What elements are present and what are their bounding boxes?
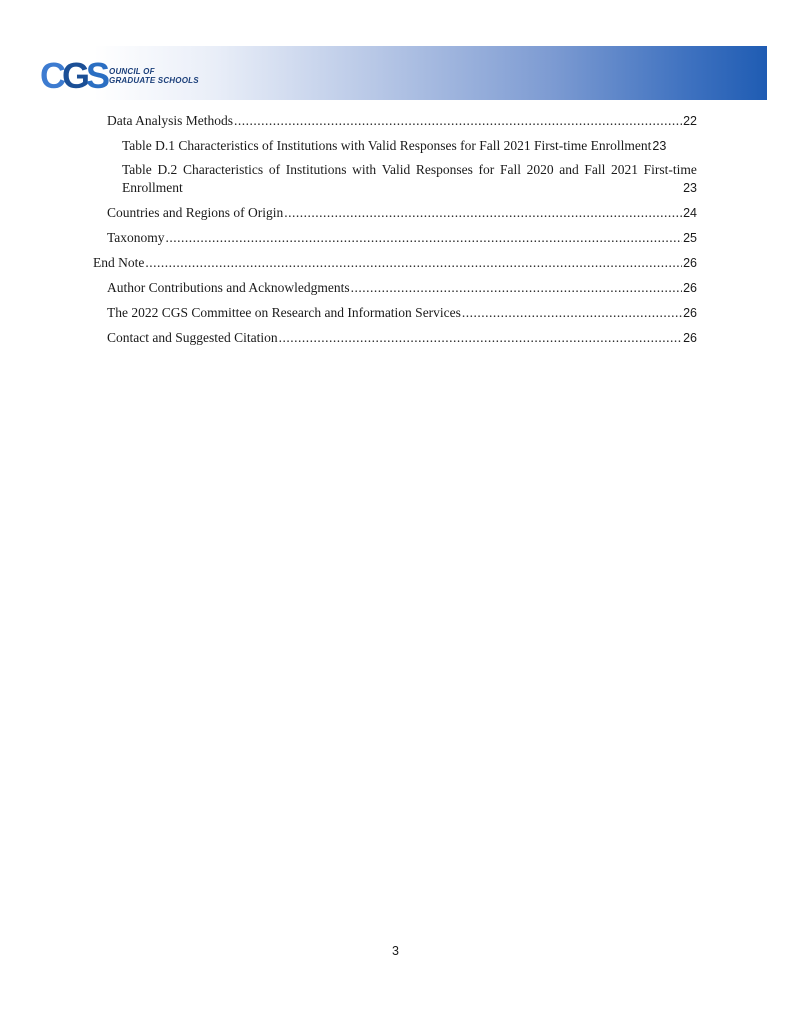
toc-entry-page: 23 — [683, 181, 697, 195]
toc-leader-dots — [234, 112, 682, 130]
toc-entry-contact[interactable] — [107, 329, 697, 347]
logo-wordmark — [109, 67, 199, 85]
toc-entry-label-word: First-time — [643, 162, 697, 177]
toc-leader-dots — [284, 204, 682, 222]
toc-entry-label: Taxonomy — [107, 230, 165, 245]
logo-wordmark-line2: GRADUATE SCHOOLS — [109, 76, 199, 85]
toc-entry-page: 26 — [683, 256, 697, 270]
logo-letter-c: C — [40, 55, 62, 96]
toc-entry-data-analysis[interactable] — [107, 112, 697, 130]
toc-entry-label: Data Analysis Methods — [107, 113, 233, 128]
logo-letter-s: S — [86, 55, 107, 96]
toc-entry-label: Author Contributions and Acknowledgments — [107, 280, 350, 295]
toc-entry-label: Table D.1 Characteristics of Institutions with Valid Responses for Fall 2021 First-time Enrollment — [122, 138, 652, 153]
toc-entry-label-line1 — [122, 161, 697, 179]
toc-leader-dots — [166, 229, 683, 247]
toc-entry-label-word: of — [268, 162, 281, 177]
toc-entry-label-word: for — [478, 162, 495, 177]
toc-entry-page: 22 — [683, 114, 697, 128]
toc-entry-label-word: Valid — [381, 162, 411, 177]
toc-entry-label-word: and — [559, 162, 579, 177]
toc-entry-label-word: with — [352, 162, 377, 177]
toc-leader-dots — [462, 304, 682, 322]
toc-entry-label: The 2022 CGS Committee on Research and Information Services — [107, 305, 461, 320]
toc-entry-label-word: Fall — [499, 162, 521, 177]
toc-entry-table-d1[interactable] — [122, 137, 697, 155]
toc-entry-label-word: Institutions — [285, 162, 347, 177]
toc-leader-dots — [351, 279, 682, 297]
toc-entry-label-word: Characteristics — [182, 162, 264, 177]
toc-entry-end-note[interactable] — [93, 254, 697, 272]
toc-entry-page: 24 — [683, 206, 697, 220]
toc-entry-page: 26 — [683, 306, 697, 320]
toc-entry-author-contributions[interactable] — [107, 279, 697, 297]
logo-wordmark-line1: OUNCIL OF — [109, 67, 155, 76]
toc-entry-page: 26 — [683, 331, 697, 345]
toc-entry-table-d2[interactable] — [122, 161, 697, 197]
logo-letter-g: G — [62, 55, 87, 96]
toc-entry-countries[interactable] — [107, 204, 697, 222]
toc-entry-label: Countries and Regions of Origin — [107, 205, 284, 220]
toc-entry-label-word: 2021 — [611, 162, 639, 177]
toc-entry-label-line2: Enrollment — [122, 180, 183, 195]
toc-entry-label-word: D.2 — [157, 162, 178, 177]
toc-entry-label-word: Table — [122, 162, 152, 177]
toc-entry-label-word: Responses — [415, 162, 473, 177]
toc-entry-page: 23 — [652, 139, 667, 153]
toc-entry-label: Contact and Suggested Citation — [107, 330, 278, 345]
toc-entry-label-word: 2020 — [526, 162, 554, 177]
toc-entry-label-word: Fall — [584, 162, 606, 177]
toc-entry-page: 26 — [683, 281, 697, 295]
toc-entry-page: 25 — [683, 231, 697, 245]
toc-entry-label-line2-row — [122, 179, 697, 197]
toc-entry-committee[interactable] — [107, 304, 697, 322]
page-number: 3 — [392, 944, 399, 958]
toc-entry-taxonomy[interactable] — [107, 229, 697, 247]
toc-leader-dots — [145, 254, 682, 272]
cgs-logo — [40, 56, 199, 96]
logo-mark — [40, 55, 107, 96]
toc-entry-label: End Note — [93, 255, 145, 270]
toc-leader-dots — [279, 329, 682, 347]
